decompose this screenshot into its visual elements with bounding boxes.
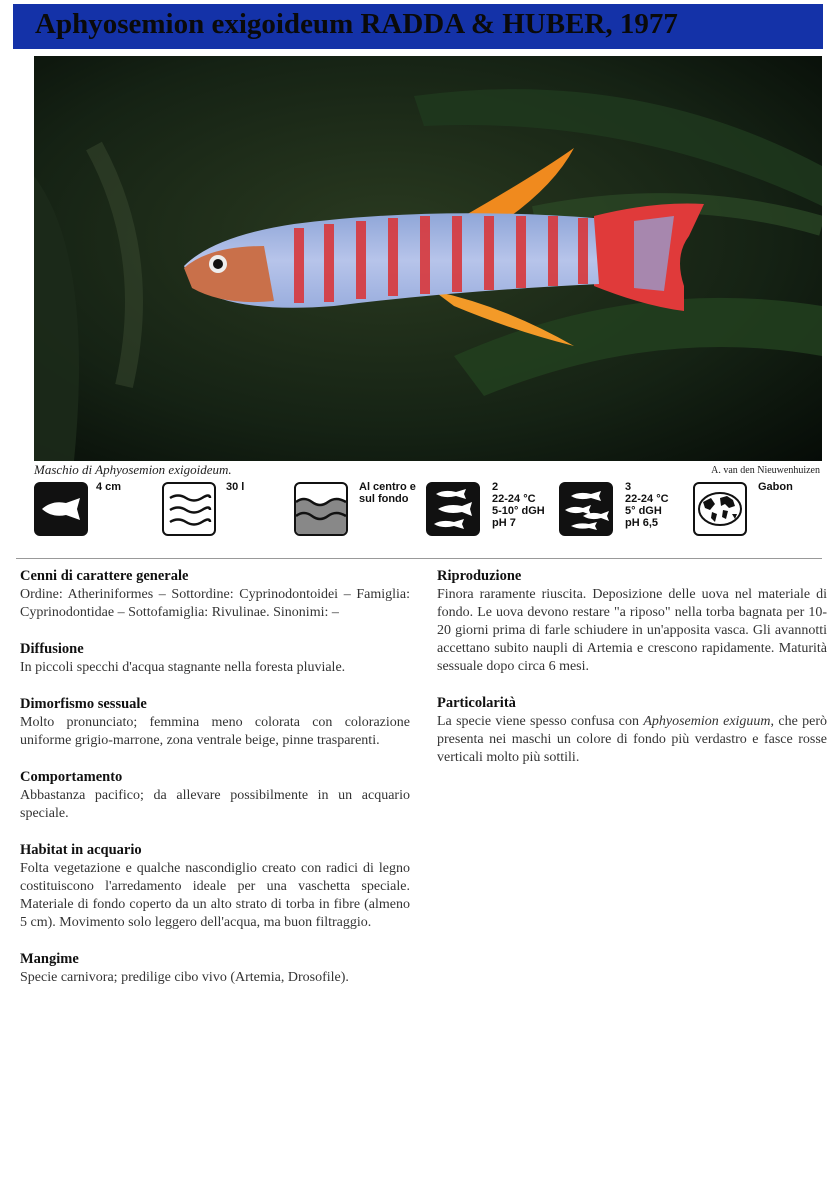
section-text: Specie carnivora; predilige cibo vivo (Artemia, Drosofile). <box>20 970 349 985</box>
section-heading: Riproduzione <box>437 568 522 584</box>
fish-photo <box>34 56 822 461</box>
section-heading: Mangime <box>20 951 79 967</box>
section-habitat <box>20 841 410 932</box>
section-heading: Dimorfismo sessuale <box>20 696 147 712</box>
fish-school-icon <box>426 482 480 536</box>
section-particolarita <box>437 694 827 767</box>
page-title: Aphyosemion exigoideum RADDA & HUBER, 1977 <box>35 8 678 40</box>
swimming-zone-icon <box>294 482 348 536</box>
section-heading: Cenni di carattere generale <box>20 568 189 584</box>
section-diffusione <box>20 640 410 677</box>
section-text: Finora raramente riuscita. Deposizione delle uova nel materiale di fondo. Le uova devono restare "a riposo" nella torba bagnata per 10-20 giorni prima di farle schiudere in un'apposita vasca. Gli avannotti accettano subito naupli di Artemia e crescono rapidamente. Maturità sessuale dopo circa 6 mesi. <box>437 587 827 674</box>
section-text: La specie viene spesso confusa con Aphyosemion exiguum, che però presenta nei maschi un colore di fondo più verdastro e fasce rosse verticali molto più sottili. <box>437 714 827 765</box>
section-riproduzione <box>437 567 827 676</box>
section-comportamento <box>20 768 410 823</box>
fish-size-icon <box>34 482 88 536</box>
aquarium-water-icon <box>162 482 216 536</box>
section-text: Molto pronunciato; femmina meno colorata con colorazione uniforme grigio-marrone, zona ventrale beige, pinne trasparenti. <box>20 715 410 748</box>
size-label: 4 cm <box>96 481 122 493</box>
section-text: In piccoli specchi d'acqua stagnante nella foresta pluviale. <box>20 660 346 675</box>
section-dimorfismo <box>20 695 410 750</box>
section-text: Ordine: Atheriniformes – Sottordine: Cyprinodontoidei – Famiglia: Cyprinodontidae – Sottofamiglia: Rivulinae. Sinonimi: – <box>20 587 410 620</box>
fish-school-icon <box>559 482 613 536</box>
swimming-zone-label: Al centro e sul fondo <box>359 481 416 505</box>
origin-label: Gabon <box>758 481 793 493</box>
photo-credit: A. van den Nieuwenhuizen <box>711 465 820 476</box>
tank-volume-label: 30 l <box>226 481 245 493</box>
section-text: Folta vegetazione e qualche nascondiglio creato con radici di legno costituiscono l'arredamento ideale per una vaschetta speciale. Materiale di fondo coperto da un alto strato di torba in fibre (almeno 5 cm). Movimento solo leggero dell'acqua, ma buon filtraggio. <box>20 861 410 930</box>
right-column <box>437 567 827 785</box>
section-heading: Comportamento <box>20 769 123 785</box>
breeding-2-label: 3 22-24 °C 5° dGH pH 6,5 <box>625 481 669 529</box>
section-mangime <box>20 950 410 987</box>
photo-caption: Maschio di Aphyosemion exigoideum. <box>34 462 232 477</box>
title-bar <box>13 4 823 49</box>
section-text: Abbastanza pacifico; da allevare possibilmente in un acquario speciale. <box>20 788 410 821</box>
divider <box>16 558 822 559</box>
section-generale <box>20 567 410 622</box>
section-heading: Diffusione <box>20 641 84 657</box>
section-heading: Habitat in acquario <box>20 842 142 858</box>
section-heading: Particolarità <box>437 695 516 711</box>
left-column <box>20 567 410 1005</box>
world-map-icon <box>693 482 747 536</box>
breeding-1-label: 2 22-24 °C 5-10° dGH pH 7 <box>492 481 545 529</box>
